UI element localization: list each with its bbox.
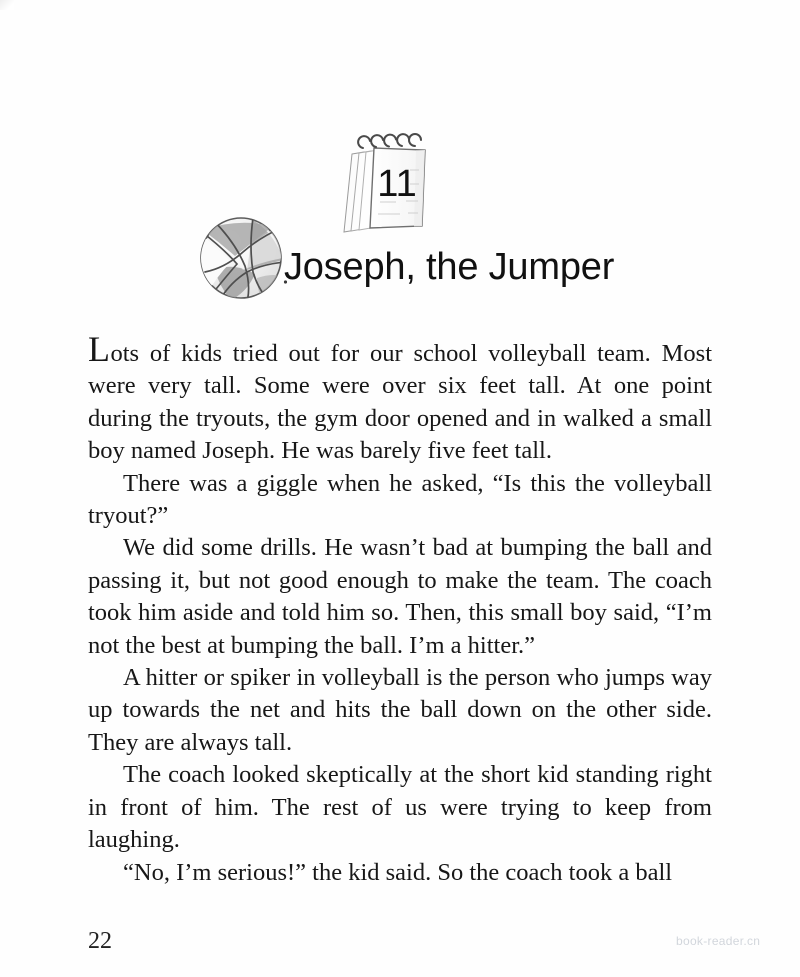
- paragraph-2: There was a giggle when he asked, “Is this the volleyball tryout?”: [88, 469, 712, 530]
- paragraph-1-text: ots of kids tried out for our school volleyball team. Most were very tall. Some were over six feet tall. At one point during the tryouts, the gym door opened and in walked a small boy named Joseph. He was barely five feet tall.: [88, 340, 712, 465]
- paragraph-4: A hitter or spiker in volleyball is the person who jumps way up towards the net and hits the ball down on the other side. They are always tall.: [88, 664, 712, 756]
- chapter-header: [88, 118, 712, 318]
- paragraph-6: “No, I’m serious!” the kid said. So the coach took a ball: [123, 858, 673, 886]
- paragraph-1: [88, 329, 712, 468]
- page-number: 22: [88, 928, 112, 954]
- paragraph-3: We did some drills. He wasn’t bad at bumping the ball and passing it, but not good enough to make the team. The coach took him aside and told him so. Then, this small boy said, “I’m not the best at bumping the ball. I’m a hitter.”: [88, 534, 712, 659]
- initial-cap: L: [88, 329, 111, 369]
- site-watermark: book-reader.cn: [676, 934, 761, 948]
- paragraph-5: The coach looked skeptically at the short kid standing right in front of him. The rest of us were trying to keep from laughing.: [88, 761, 712, 854]
- chapter-body: [88, 329, 712, 889]
- scan-artifact: [0, 0, 14, 10]
- chapter-number-text: 11: [377, 163, 417, 205]
- flip-calendar-icon: [330, 126, 440, 241]
- volleyball-icon: [195, 212, 287, 304]
- chapter-title: Joseph, the Jumper: [284, 246, 615, 288]
